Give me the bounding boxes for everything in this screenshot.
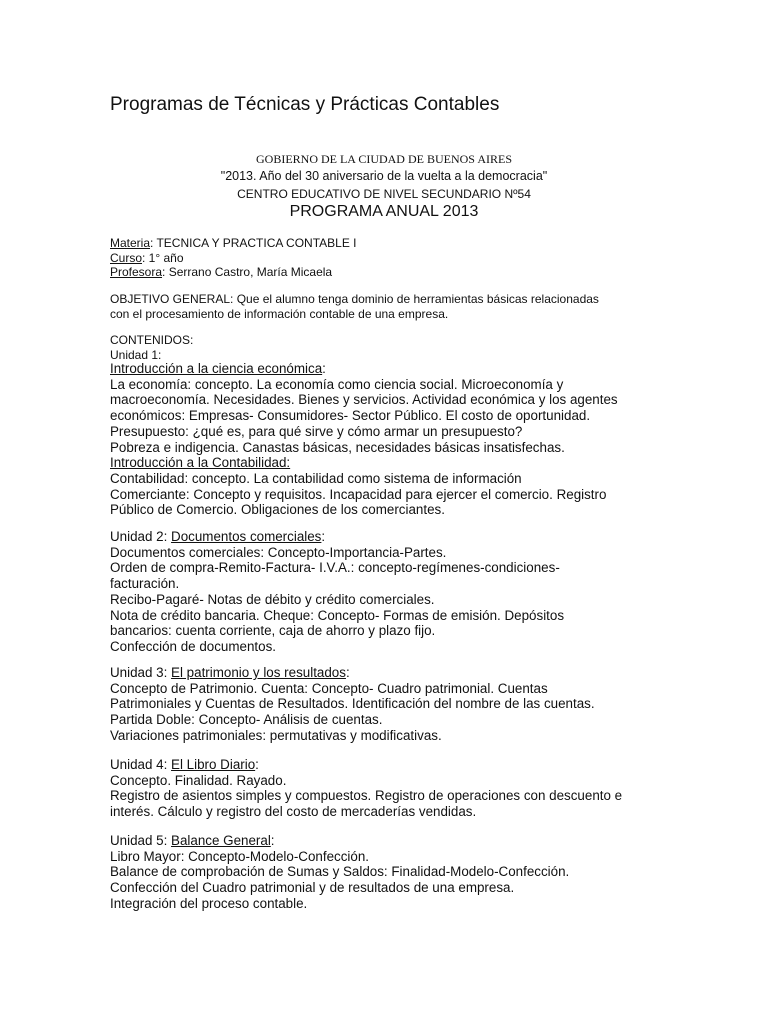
course-info — [110, 236, 670, 280]
curso-value: : 1° año — [142, 250, 184, 265]
profesora-line — [110, 265, 670, 280]
content-line: facturación. — [110, 576, 180, 592]
topic-colon: : — [322, 361, 326, 376]
unit-suffix: : — [255, 757, 259, 772]
unidad-1-topic-2: Introducción a la Contabilidad: — [110, 455, 291, 471]
contenidos-label: CONTENIDOS: — [110, 333, 194, 347]
unit-prefix: Unidad 2: — [110, 529, 172, 544]
content-line: Presupuesto: ¿qué es, para qué sirve y cómo armar un presupuesto? — [110, 423, 523, 439]
unidad-3-heading — [110, 665, 670, 681]
objetivo-general — [110, 292, 670, 321]
curso-label: Curso — [110, 250, 143, 265]
content-line: Libro Mayor: Concepto-Modelo-Confección. — [110, 848, 370, 864]
content-line: Pobreza e indigencia. Canastas básicas, necesidades básicas insatisfechas. — [110, 439, 565, 455]
content-line: La economía: concepto. La economía como ciencia social. Microeconomía y — [110, 376, 564, 392]
content-line: Registro de asientos simples y compuestos. Registro de operaciones con descuento e — [110, 788, 623, 804]
contenidos-heading — [110, 333, 670, 362]
content-line: Contabilidad: concepto. La contabilidad como sistema de información — [110, 470, 522, 486]
unidad-5-heading — [110, 833, 670, 849]
unit-prefix: Unidad 4: — [110, 757, 172, 772]
content-line: Comerciante: Concepto y requisitos. Incapacidad para ejercer el comercio. Registro — [110, 486, 607, 502]
unidad-1-topic-1 — [110, 361, 670, 377]
topic-title: Introducción a la ciencia económica — [110, 361, 323, 376]
school-name: CENTRO EDUCATIVO DE NIVEL SECUNDARIO Nº54 — [237, 187, 531, 201]
profesora-value: : Serrano Castro, María Micaela — [162, 265, 333, 280]
content-line: macroeconomía. Necesidades. Bienes y servicios. Actividad económica y los agentes — [110, 392, 618, 408]
curso-line — [110, 251, 670, 266]
government-header: GOBIERNO DE LA CIUDAD DE BUENOS AIRES — [255, 152, 512, 166]
unidad-2-content — [110, 529, 670, 655]
unit-prefix: Unidad 3: — [110, 665, 172, 680]
unidad-3-content — [110, 665, 670, 744]
unit-title: El patrimonio y los resultados — [171, 665, 346, 680]
unit-title: Documentos comerciales — [171, 529, 322, 544]
content-line: Concepto de Patrimonio. Cuenta: Concepto- Cuadro patrimonial. Cuentas — [110, 680, 548, 696]
objetivo-line-2: con el procesamiento de información contable de una empresa. — [110, 306, 449, 321]
unidad-1-label: Unidad 1: — [110, 347, 162, 362]
content-line: Nota de crédito bancaria. Cheque: Concepto- Formas de emisión. Depósitos — [110, 607, 565, 623]
content-line: interés. Cálculo y registro del costo de mercaderías vendidas. — [110, 804, 477, 820]
profesora-label: Profesora — [110, 265, 163, 280]
objetivo-line-1 — [110, 292, 670, 307]
materia-line — [110, 236, 670, 251]
content-line: Balance de comprobación de Sumas y Saldos: Finalidad-Modelo-Confección. — [110, 864, 570, 880]
unit-suffix: : — [270, 833, 275, 848]
unit-title: Balance General — [171, 833, 271, 848]
unidad-5-content — [110, 833, 670, 912]
unidad-4-heading — [110, 757, 670, 773]
content-line: Partida Doble: Concepto- Análisis de cuentas. — [110, 712, 383, 728]
content-line: Confección del Cuadro patrimonial y de resultados de una empresa. — [110, 880, 515, 896]
document-title: Programas de Técnicas y Prácticas Contables — [110, 94, 500, 115]
unidad-4-content — [110, 757, 670, 820]
objetivo-label: OBJETIVO GENERAL: — [110, 292, 234, 306]
year-motto: "2013. Año del 30 aniversario de la vuelta a la democracia" — [220, 169, 548, 183]
content-line: Integración del proceso contable. — [110, 895, 308, 911]
unit-title: El Libro Diario — [171, 757, 256, 772]
content-line: bancarios: cuenta corriente, caja de ahorro y plazo fijo. — [110, 623, 436, 639]
objetivo-text-1: Que el alumno tenga dominio de herramientas básicas relacionadas — [233, 292, 599, 306]
content-line: Documentos comerciales: Concepto-Importancia-Partes. — [110, 544, 447, 560]
unidad-1-content — [110, 361, 670, 518]
materia-label: Materia — [110, 236, 151, 250]
content-line: económicos: Empresas- Consumidores- Sector Público. El costo de oportunidad. — [110, 408, 591, 424]
content-line: Recibo-Pagaré- Notas de débito y crédito comerciales. — [110, 591, 435, 607]
content-line: Confección de documentos. — [110, 638, 276, 654]
content-line: Patrimoniales y Cuentas de Resultados. Identificación del nombre de las cuentas. — [110, 696, 595, 712]
materia-value: : TECNICA Y PRACTICA CONTABLE I — [150, 236, 357, 250]
unit-suffix: : — [345, 665, 350, 680]
content-line: Orden de compra-Remito-Factura- I.V.A.: concepto-regímenes-condiciones- — [110, 560, 560, 576]
program-title: PROGRAMA ANUAL 2013 — [289, 203, 479, 220]
unidad-2-heading — [110, 529, 670, 545]
unit-prefix: Unidad 5: — [110, 833, 172, 848]
content-line: Variaciones patrimoniales: permutativas y modificativas. — [110, 727, 442, 743]
unit-suffix: : — [321, 529, 326, 544]
content-line: Público de Comercio. Obligaciones de los comerciantes. — [110, 502, 445, 518]
content-line: Concepto. Finalidad. Rayado. — [110, 772, 287, 788]
